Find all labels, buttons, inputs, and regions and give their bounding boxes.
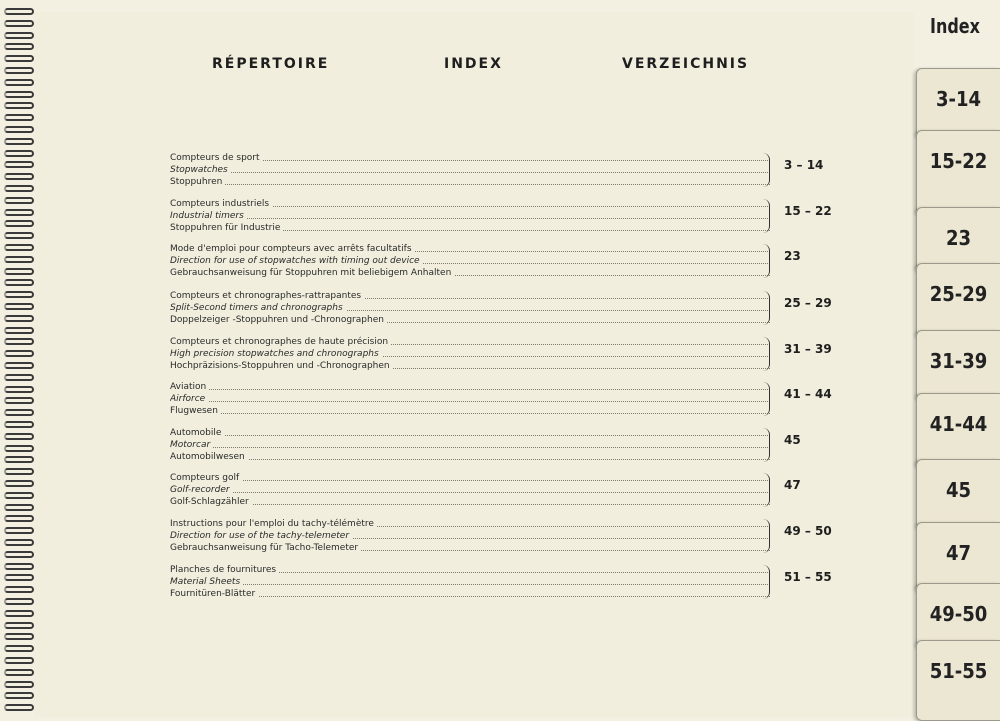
binding-coil [4, 515, 34, 522]
entry-line-en [170, 576, 770, 588]
entry-line-en [170, 484, 770, 496]
binding-coil [4, 397, 34, 404]
binding-coil [4, 468, 34, 475]
entry-text-de: Stoppuhren [170, 177, 225, 187]
entry-line-fr [170, 518, 770, 530]
entry-text-en: Industrial timers [170, 211, 247, 221]
entry-text-fr: Planches de fournitures [170, 565, 279, 575]
entry-pages: 23 [784, 249, 801, 263]
entry-line-en [170, 164, 770, 176]
binding-coil [4, 480, 34, 487]
binding-coil [4, 185, 34, 192]
entry-line-fr [170, 198, 770, 210]
binding-coil [4, 315, 34, 322]
binding-coil [4, 409, 34, 416]
index-entry [170, 381, 770, 417]
entry-text-de: Golf-Schlagzähler [170, 497, 252, 507]
entry-line-en [170, 348, 770, 360]
entry-line-fr [170, 336, 770, 348]
binding-coil [4, 279, 34, 286]
binding-coil [4, 126, 34, 133]
brace-icon [763, 337, 770, 371]
brace-icon [763, 199, 770, 233]
binding-coil [4, 504, 34, 511]
entry-text-de: Doppelzeiger -Stoppuhren und -Chronographen [170, 315, 387, 325]
entry-text-de: Gebrauchsanweisung für Tacho-Telemeter [170, 543, 361, 553]
entry-line-de [170, 314, 770, 326]
index-entry [170, 198, 770, 234]
entry-text-de: Automobilwesen [170, 452, 248, 462]
brace-icon [763, 565, 770, 599]
entry-text-fr: Compteurs de sport [170, 153, 263, 163]
entry-line-de [170, 360, 770, 372]
tab-3-14[interactable]: 3-14 [916, 68, 1000, 138]
entry-text-en: Golf-recorder [170, 485, 233, 495]
binding-coil [4, 433, 34, 440]
heading-verzeichnis: VERZEICHNIS [622, 56, 750, 72]
entry-line-fr [170, 472, 770, 484]
entry-line-en [170, 255, 770, 267]
binding-coil [4, 244, 34, 251]
binding-coil [4, 551, 34, 558]
entry-pages: 47 [784, 478, 801, 492]
brace-icon [763, 428, 770, 462]
binding-coil [4, 232, 34, 239]
tab-15-22[interactable]: 15-22 [916, 130, 1000, 215]
entry-text-fr: Aviation [170, 382, 209, 392]
entry-line-fr [170, 427, 770, 439]
entry-text-en: Airforce [170, 394, 208, 404]
binding-coil [4, 386, 34, 393]
binding-coil [4, 67, 34, 74]
binding-coil [4, 527, 34, 534]
entry-line-de [170, 222, 770, 234]
binding-coil [4, 197, 34, 204]
binding-coil [4, 598, 34, 605]
entry-text-fr: Compteurs et chronographes-rattrapantes [170, 291, 364, 301]
brace-icon [763, 473, 770, 507]
brace-icon [763, 519, 770, 553]
entry-text-en: Split-Second timers and chronographs [170, 303, 346, 313]
binding-coil [4, 374, 34, 381]
entry-line-de [170, 267, 770, 279]
binding-coil [4, 622, 34, 629]
index-entry [170, 336, 770, 372]
binding-coil [4, 445, 34, 452]
tab-45[interactable]: 45 [916, 459, 1000, 529]
binding-coil [4, 20, 34, 27]
entry-line-de [170, 542, 770, 554]
spiral-binding [0, 0, 38, 721]
binding-coil [4, 350, 34, 357]
binding-coil [4, 681, 34, 688]
binding-coil [4, 138, 34, 145]
entry-line-en [170, 439, 770, 451]
binding-coil [4, 220, 34, 227]
index-entry [170, 152, 770, 188]
binding-coil [4, 563, 34, 570]
entry-text-en: Direction for use of the tachy-telemeter [170, 531, 352, 541]
tab-23[interactable]: 23 [916, 207, 1000, 272]
binding-coil [4, 456, 34, 463]
entry-pages: 31 – 39 [784, 342, 832, 356]
entry-text-de: Fournitüren-Blätter [170, 589, 258, 599]
entry-line-fr [170, 381, 770, 393]
entry-text-fr: Compteurs golf [170, 473, 242, 483]
binding-coil [4, 657, 34, 664]
index-entry [170, 290, 770, 326]
binding-coil [4, 102, 34, 109]
binding-coil [4, 704, 34, 711]
entry-line-de [170, 451, 770, 463]
brace-icon [763, 244, 770, 278]
entry-line-en [170, 210, 770, 222]
entry-text-fr: Instructions pour l'emploi du tachy-télémètre [170, 519, 377, 529]
tab-25-29[interactable]: 25-29 [916, 263, 1000, 338]
entry-text-fr: Compteurs industriels [170, 199, 272, 209]
entry-line-fr [170, 290, 770, 302]
entry-pages: 3 – 14 [784, 158, 824, 172]
entry-line-de [170, 176, 770, 188]
heading-repertoire: RÉPERTOIRE [212, 56, 330, 72]
entry-line-fr [170, 564, 770, 576]
entry-pages: 15 – 22 [784, 204, 832, 218]
binding-coil [4, 55, 34, 62]
entry-line-de [170, 496, 770, 508]
binding-coil [4, 492, 34, 499]
entry-line-de [170, 588, 770, 600]
tab-strip [910, 0, 1000, 721]
binding-coil [4, 209, 34, 216]
tab-index-label[interactable]: Index [930, 14, 980, 38]
index-entry [170, 564, 770, 600]
entry-text-fr: Mode d'emploi pour compteurs avec arrêts facultatifs [170, 244, 415, 254]
entry-text-en: Direction for use of stopwatches with timing out device [170, 256, 423, 266]
binding-coil [4, 574, 34, 581]
entry-line-fr [170, 152, 770, 164]
binding-coil [4, 91, 34, 98]
binding-coil [4, 150, 34, 157]
tab-41-44[interactable]: 41-44 [916, 393, 1000, 468]
entry-line-en [170, 530, 770, 542]
binding-coil [4, 610, 34, 617]
binding-coil [4, 32, 34, 39]
binding-coil [4, 421, 34, 428]
binding-coil [4, 539, 34, 546]
binding-coil [4, 268, 34, 275]
heading-index: INDEX [444, 56, 503, 72]
binding-coil [4, 645, 34, 652]
tab-49-50[interactable]: 49-50 [916, 583, 1000, 648]
binding-coil [4, 161, 34, 168]
brace-icon [763, 382, 770, 416]
binding-coil [4, 173, 34, 180]
binding-coil [4, 79, 34, 86]
binding-coil [4, 303, 34, 310]
brace-icon [763, 291, 770, 325]
entry-line-en [170, 393, 770, 405]
entry-pages: 25 – 29 [784, 296, 832, 310]
entry-text-en: Motorcar [170, 440, 213, 450]
binding-coil [4, 256, 34, 263]
binding-coil [4, 327, 34, 334]
binding-coil [4, 43, 34, 50]
entry-pages: 41 – 44 [784, 387, 832, 401]
binding-coil [4, 362, 34, 369]
binding-coil [4, 633, 34, 640]
entry-text-fr: Automobile [170, 428, 224, 438]
index-entry [170, 243, 770, 279]
index-entry [170, 518, 770, 554]
tab-31-39[interactable]: 31-39 [916, 330, 1000, 400]
binding-coil [4, 114, 34, 121]
entry-pages: 45 [784, 433, 801, 447]
entry-text-de: Flugwesen [170, 406, 221, 416]
binding-coil [4, 8, 34, 15]
entry-text-en: Stopwatches [170, 165, 231, 175]
binding-coil [4, 692, 34, 699]
entry-pages: 49 – 50 [784, 524, 832, 538]
entry-line-fr [170, 243, 770, 255]
index-entry [170, 427, 770, 463]
entry-pages: 51 – 55 [784, 570, 832, 584]
index-entry [170, 472, 770, 508]
brace-icon [763, 153, 770, 187]
entry-line-de [170, 405, 770, 417]
tab-51-55[interactable]: 51-55 [916, 640, 1000, 721]
binding-coil [4, 338, 34, 345]
entry-text-en: Material Sheets [170, 577, 243, 587]
entry-line-en [170, 302, 770, 314]
entry-text-de: Stoppuhren für Industrie [170, 223, 283, 233]
entry-text-de: Hochpräzisions-Stoppuhren und -Chronographen [170, 361, 393, 371]
binding-coil [4, 669, 34, 676]
binding-coil [4, 586, 34, 593]
entry-text-de: Gebrauchsanweisung für Stoppuhren mit beliebigem Anhalten [170, 268, 454, 278]
tab-47[interactable]: 47 [916, 522, 1000, 592]
entry-text-en: High precision stopwatches and chronographs [170, 349, 382, 359]
entry-text-fr: Compteurs et chronographes de haute précision [170, 337, 391, 347]
binding-coil [4, 291, 34, 298]
